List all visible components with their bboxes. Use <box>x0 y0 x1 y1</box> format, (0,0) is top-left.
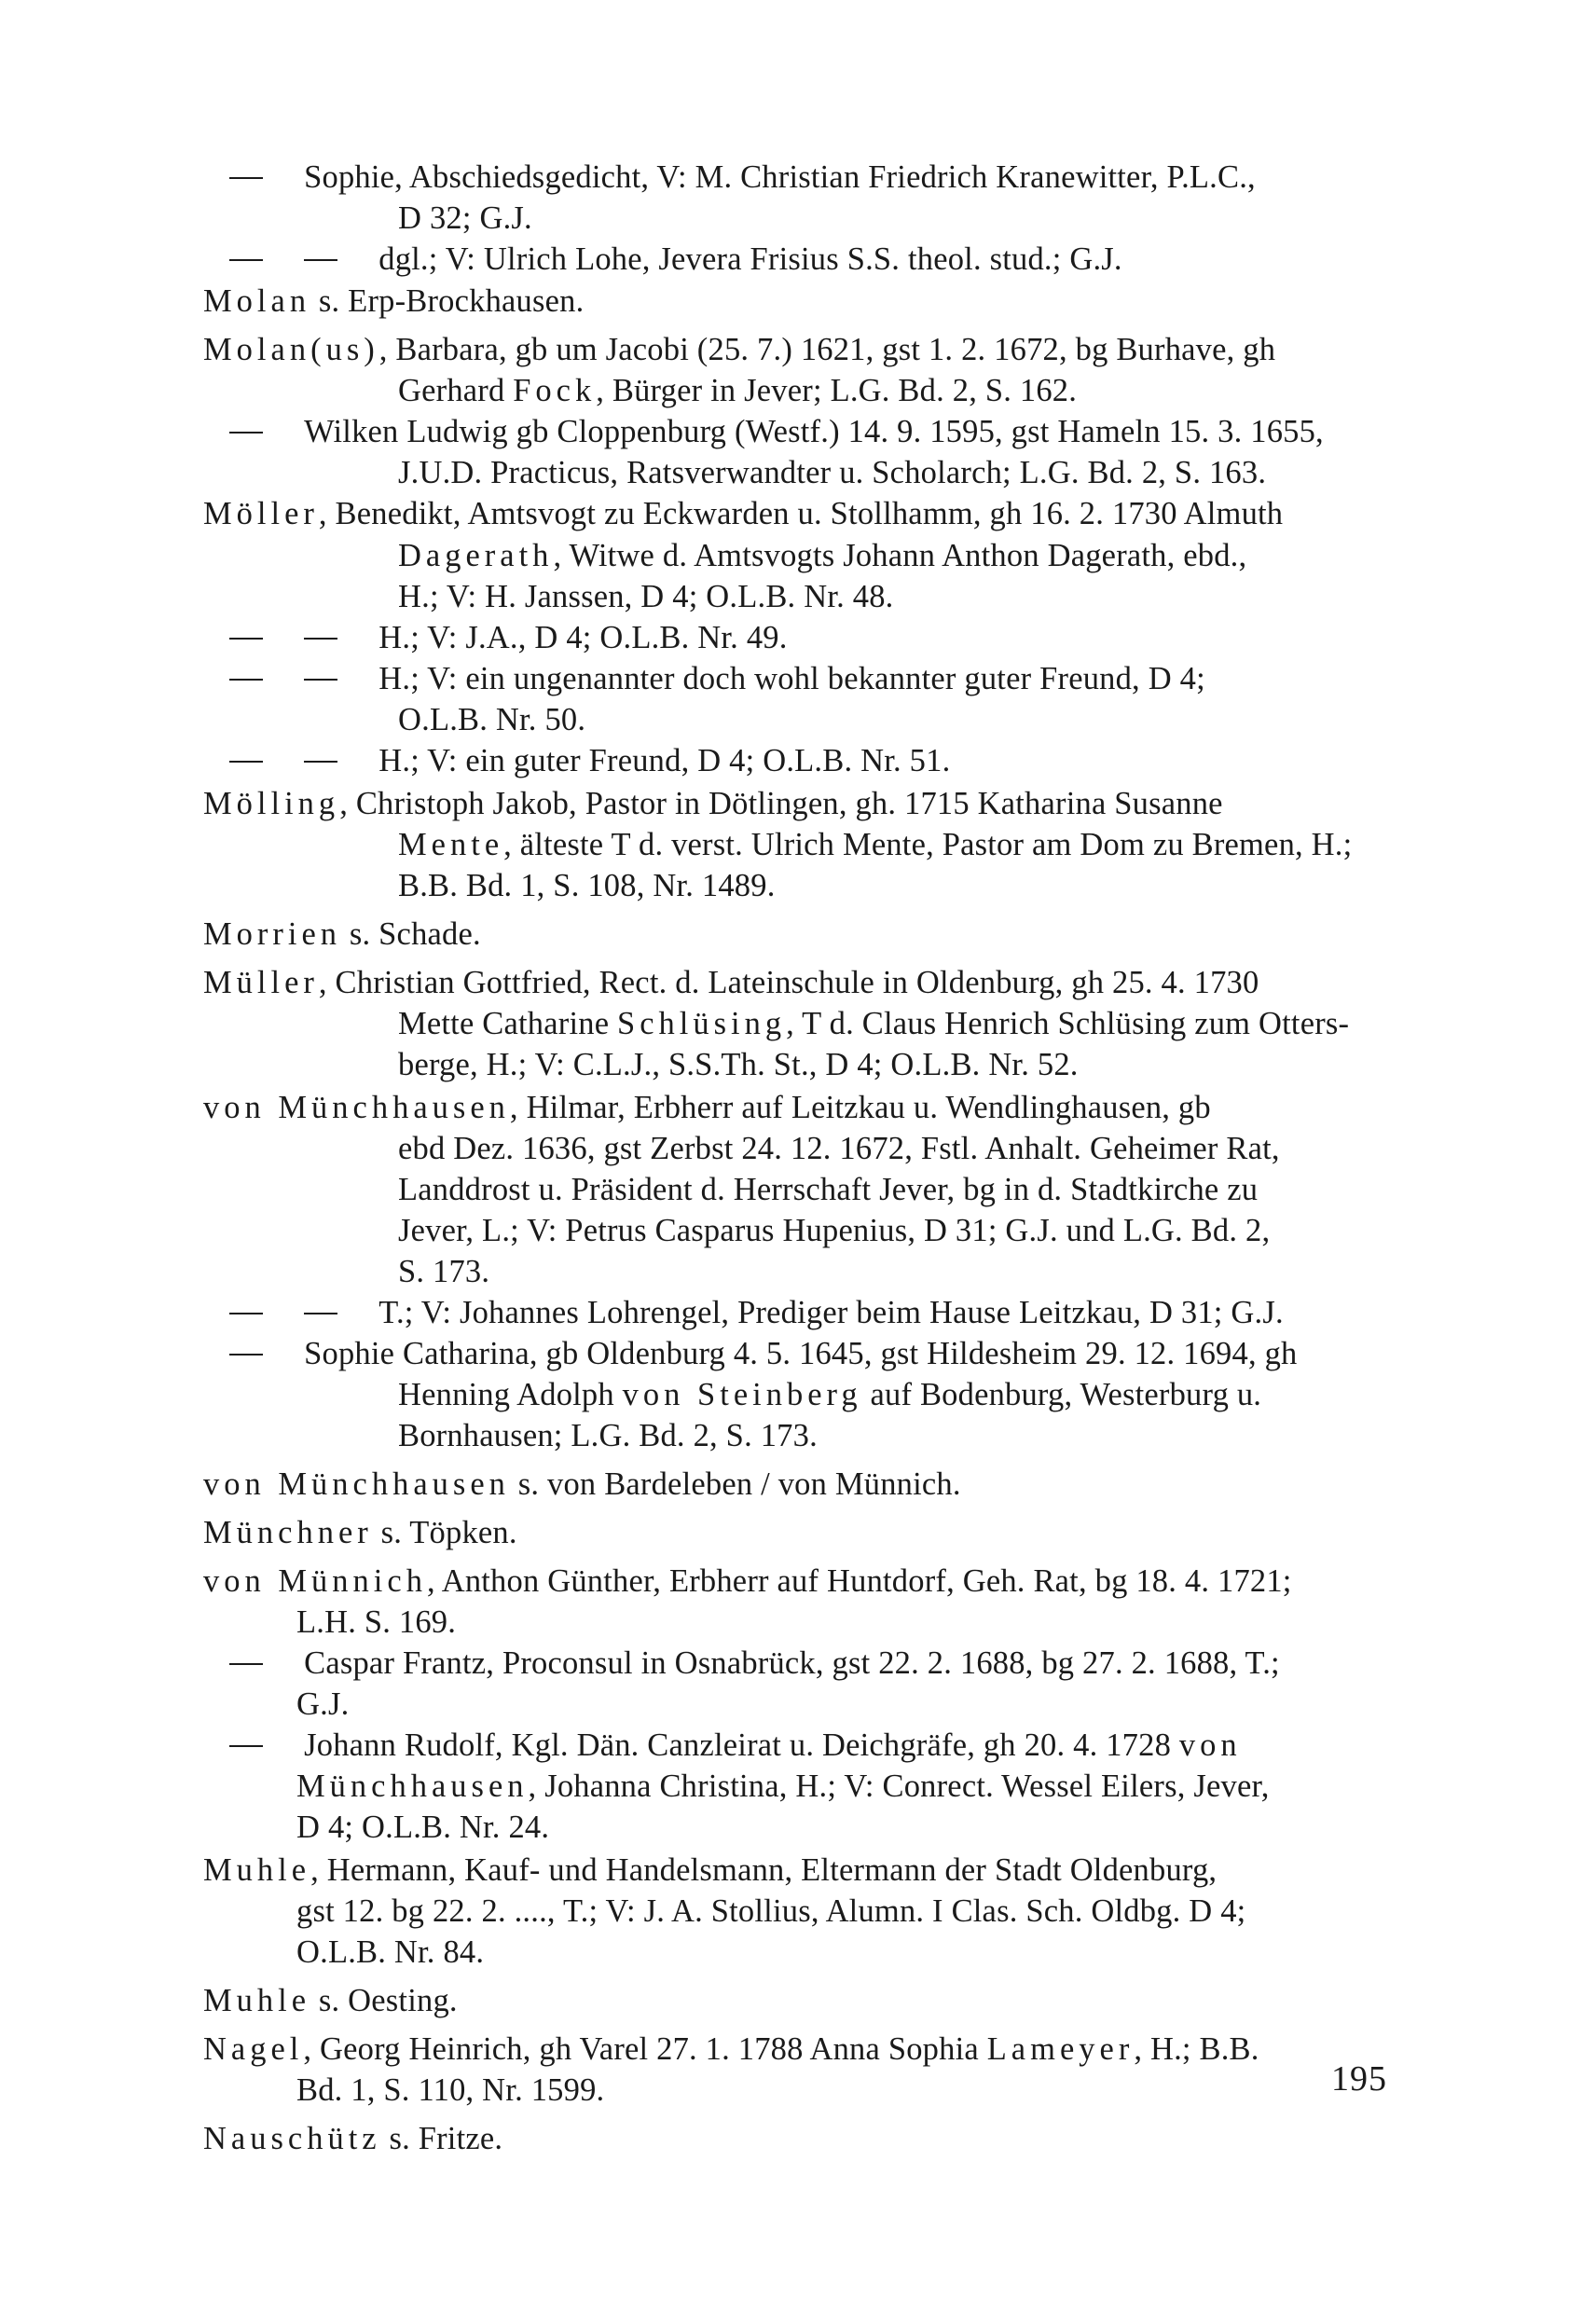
ditto-dash <box>229 761 263 763</box>
ditto-dash <box>304 638 337 640</box>
entry-text: s. Fritze. <box>380 2121 503 2156</box>
entry-text: Bd. 1, S. 110, Nr. 1599. <box>296 2072 605 2108</box>
ditto-dash <box>304 679 337 681</box>
ditto-dash <box>304 259 337 261</box>
text-line <box>203 495 1283 532</box>
text-line <box>398 537 1246 574</box>
ditto-dash <box>229 679 263 681</box>
entry-text: S. 173. <box>398 1254 490 1289</box>
text-line <box>229 413 1324 450</box>
text-line <box>398 200 532 237</box>
text-line <box>296 1809 549 1846</box>
ditto-dash <box>229 259 263 261</box>
spaced-name: Fock <box>513 373 597 408</box>
text-line <box>203 1851 1217 1889</box>
ditto-dash <box>229 1354 263 1356</box>
entry-text: s. Oesting. <box>310 1983 458 2018</box>
entry-text: , Witwe d. Amtsvogts Johann Anthon Dagerath, ebd., <box>553 538 1247 573</box>
text-line <box>398 867 776 904</box>
text-line <box>203 1982 458 2019</box>
entry-text: Gerhard <box>398 373 514 408</box>
entry-text: auf Bodenburg, Westerburg u. <box>861 1377 1262 1412</box>
spaced-name: von Münchhausen <box>203 1090 510 1125</box>
spaced-name: Mente <box>398 827 504 862</box>
text-line <box>398 826 1352 863</box>
spaced-name: Molan <box>203 283 311 319</box>
ditto-dash <box>229 1313 263 1314</box>
spaced-name: von Münchhausen <box>203 1466 510 1502</box>
text-line <box>203 2120 502 2157</box>
spaced-name: Muhle <box>203 1983 311 2018</box>
spaced-name: Muhle <box>203 1852 311 1888</box>
text-line <box>296 1603 456 1641</box>
entry-text: , Hilmar, Erbherr auf Leitzkau u. Wendlinghausen, gb <box>509 1090 1211 1125</box>
entry-text: , Hermann, Kauf- und Handelsmann, Eltermann der Stadt Oldenburg, <box>310 1852 1218 1888</box>
spaced-name: Münchner <box>203 1515 373 1550</box>
entry-text: s. Schade. <box>341 916 481 952</box>
text-line <box>398 1005 1349 1042</box>
entry-text: Sophie, Abschiedsgedicht, V: M. Christian Friedrich Kranewitter, P.L.C., <box>304 159 1256 195</box>
entry-text: Henning Adolph <box>398 1377 623 1412</box>
entry-text: , Benedikt, Amtsvogt zu Eckwarden u. Stollhamm, gh 16. 2. 1730 Almuth <box>318 496 1284 531</box>
text-line <box>229 158 1256 196</box>
spaced-name: Nauschütz <box>203 2121 381 2156</box>
text-line <box>296 1686 349 1723</box>
entry-text: , Bürger in Jever; L.G. Bd. 2, S. 162. <box>596 373 1078 408</box>
entry-text: O.L.B. Nr. 84. <box>296 1934 485 1970</box>
text-line <box>203 964 1259 1001</box>
entry-text: H.; V: ein guter Freund, D 4; O.L.B. Nr. 51. <box>378 743 951 778</box>
text-line <box>229 1294 1284 1331</box>
text-line <box>296 1892 1245 1930</box>
entry-text: H.; V: H. Janssen, D 4; O.L.B. Nr. 48. <box>398 579 894 614</box>
text-line <box>229 1645 1280 1682</box>
spaced-name: Nagel <box>203 2031 304 2067</box>
ditto-dash <box>229 432 263 434</box>
text-line <box>203 2030 1259 2068</box>
text-line <box>203 282 584 320</box>
entry-text: , T d. Claus Henrich Schlüsing zum Otters- <box>786 1006 1350 1041</box>
entry-text: D 4; O.L.B. Nr. 24. <box>296 1810 550 1845</box>
text-line <box>203 1514 517 1551</box>
text-line <box>229 660 1205 697</box>
ditto-dash <box>304 761 337 763</box>
entry-text: s. Töpken. <box>372 1515 517 1550</box>
spaced-name: Münchhausen <box>296 1768 529 1804</box>
entry-text: Mette Catharine <box>398 1006 618 1041</box>
entry-text: dgl.; V: Ulrich Lohe, Jevera Frisius S.S. theol. stud.; G.J. <box>378 241 1122 277</box>
spaced-name: von <box>1178 1727 1242 1763</box>
ditto-dash <box>229 638 263 640</box>
text-line <box>296 2071 604 2109</box>
text-line <box>398 1046 1079 1083</box>
entry-text: G.J. <box>296 1686 350 1722</box>
spaced-name: Morrien <box>203 916 342 952</box>
entry-text: berge, H.; V: C.L.J., S.S.Th. St., D 4; O.L.B. Nr. 52. <box>398 1047 1079 1082</box>
text-line <box>398 701 585 738</box>
text-line <box>203 915 481 953</box>
entry-text: s. von Bardeleben / von Münnich. <box>509 1466 961 1502</box>
entry-text: gst 12. bg 22. 2. ...., T.; V: J. A. Stollius, Alumn. I Clas. Sch. Oldbg. D 4; <box>296 1893 1246 1929</box>
text-line <box>203 331 1275 368</box>
spaced-name: Dagerath <box>398 538 554 573</box>
text-line <box>203 785 1223 822</box>
entry-text: , Anthon Günther, Erbherr auf Huntdorf, Geh. Rat, bg 18. 4. 1721; <box>426 1563 1292 1599</box>
text-line <box>296 1934 484 1971</box>
entry-text: , H.; B.B. <box>1134 2031 1259 2067</box>
text-line <box>229 241 1122 278</box>
spaced-name: Lameyer <box>986 2031 1135 2067</box>
entry-text: , Christian Gottfried, Rect. d. Lateinschule in Oldenburg, gh 25. 4. 1730 <box>318 965 1259 1000</box>
spaced-name: Müller <box>203 965 319 1000</box>
spaced-name: Molan(us) <box>203 332 379 367</box>
text-line <box>229 1727 1242 1764</box>
entry-text: Johann Rudolf, Kgl. Dän. Canzleirat u. Deichgräfe, gh 20. 4. 1728 <box>304 1727 1179 1763</box>
text-line <box>229 619 788 656</box>
entry-text: , Barbara, gb um Jacobi (25. 7.) 1621, gst 1. 2. 1672, bg Burhave, gh <box>378 332 1276 367</box>
entry-text: Landdrost u. Präsident d. Herrschaft Jever, bg in d. Stadtkirche zu <box>398 1172 1259 1207</box>
text-line <box>398 578 893 615</box>
text-line <box>203 1089 1211 1126</box>
text-line <box>398 1212 1270 1249</box>
entry-text: O.L.B. Nr. 50. <box>398 702 586 737</box>
entry-text: H.; V: ein ungenannter doch wohl bekannter guter Freund, D 4; <box>378 661 1205 696</box>
spaced-name: von Münnich <box>203 1563 427 1599</box>
text-line <box>398 372 1077 409</box>
text-line <box>203 1562 1292 1600</box>
ditto-dash <box>304 1313 337 1314</box>
entry-text: Wilken Ludwig gb Cloppenburg (Westf.) 14. 9. 1595, gst Hameln 15. 3. 1655, <box>304 414 1324 449</box>
entry-text: ebd Dez. 1636, gst Zerbst 24. 12. 1672, Fstl. Anhalt. Geheimer Rat, <box>398 1131 1280 1166</box>
entry-text: Jever, L.; V: Petrus Casparus Hupenius, D 31; G.J. und L.G. Bd. 2, <box>398 1213 1271 1248</box>
entry-text: T.; V: Johannes Lohrengel, Prediger beim Hause Leitzkau, D 31; G.J. <box>378 1295 1284 1330</box>
entry-text: Bornhausen; L.G. Bd. 2, S. 173. <box>398 1418 818 1453</box>
text-line <box>398 454 1266 491</box>
entry-text: B.B. Bd. 1, S. 108, Nr. 1489. <box>398 868 776 903</box>
text-line <box>398 1253 489 1290</box>
entry-text: J.U.D. Practicus, Ratsverwandter u. Scholarch; L.G. Bd. 2, S. 163. <box>398 455 1267 490</box>
entry-text: , älteste T d. verst. Ulrich Mente, Pastor am Dom zu Bremen, H.; <box>503 827 1353 862</box>
text-line <box>398 1171 1258 1208</box>
spaced-name: Mölling <box>203 786 340 821</box>
spaced-name: Möller <box>203 496 319 531</box>
ditto-dash <box>229 1663 263 1665</box>
entry-text: D 32; G.J. <box>398 200 532 236</box>
entry-text: s. Erp-Brockhausen. <box>310 283 585 319</box>
text-line <box>398 1417 818 1454</box>
entry-text: , Christoph Jakob, Pastor in Dötlingen, gh. 1715 Katharina Susanne <box>339 786 1223 821</box>
spaced-name: Schlüsing <box>617 1006 787 1041</box>
entry-text: Sophie Catharina, gb Oldenburg 4. 5. 1645, gst Hildesheim 29. 12. 1694, gh <box>304 1336 1298 1371</box>
page-number: 195 <box>1331 2059 1387 2099</box>
text-line <box>229 742 950 779</box>
text-line <box>203 1466 961 1503</box>
text-line <box>296 1768 1270 1805</box>
spaced-name: von Steinberg <box>622 1377 862 1412</box>
entry-text: , Johanna Christina, H.; V: Conrect. Wessel Eilers, Jever, <box>528 1768 1270 1804</box>
ditto-dash <box>229 177 263 179</box>
entry-text: H.; V: J.A., D 4; O.L.B. Nr. 49. <box>378 620 788 655</box>
ditto-dash <box>229 1745 263 1747</box>
entry-text: , Georg Heinrich, gh Varel 27. 1. 1788 Anna Sophia <box>303 2031 987 2067</box>
entry-text: Caspar Frantz, Proconsul in Osnabrück, gst 22. 2. 1688, bg 27. 2. 1688, T.; <box>304 1645 1280 1681</box>
text-line <box>229 1335 1298 1372</box>
text-line <box>398 1130 1280 1167</box>
entry-text: L.H. S. 169. <box>296 1604 457 1640</box>
text-line <box>398 1376 1261 1413</box>
